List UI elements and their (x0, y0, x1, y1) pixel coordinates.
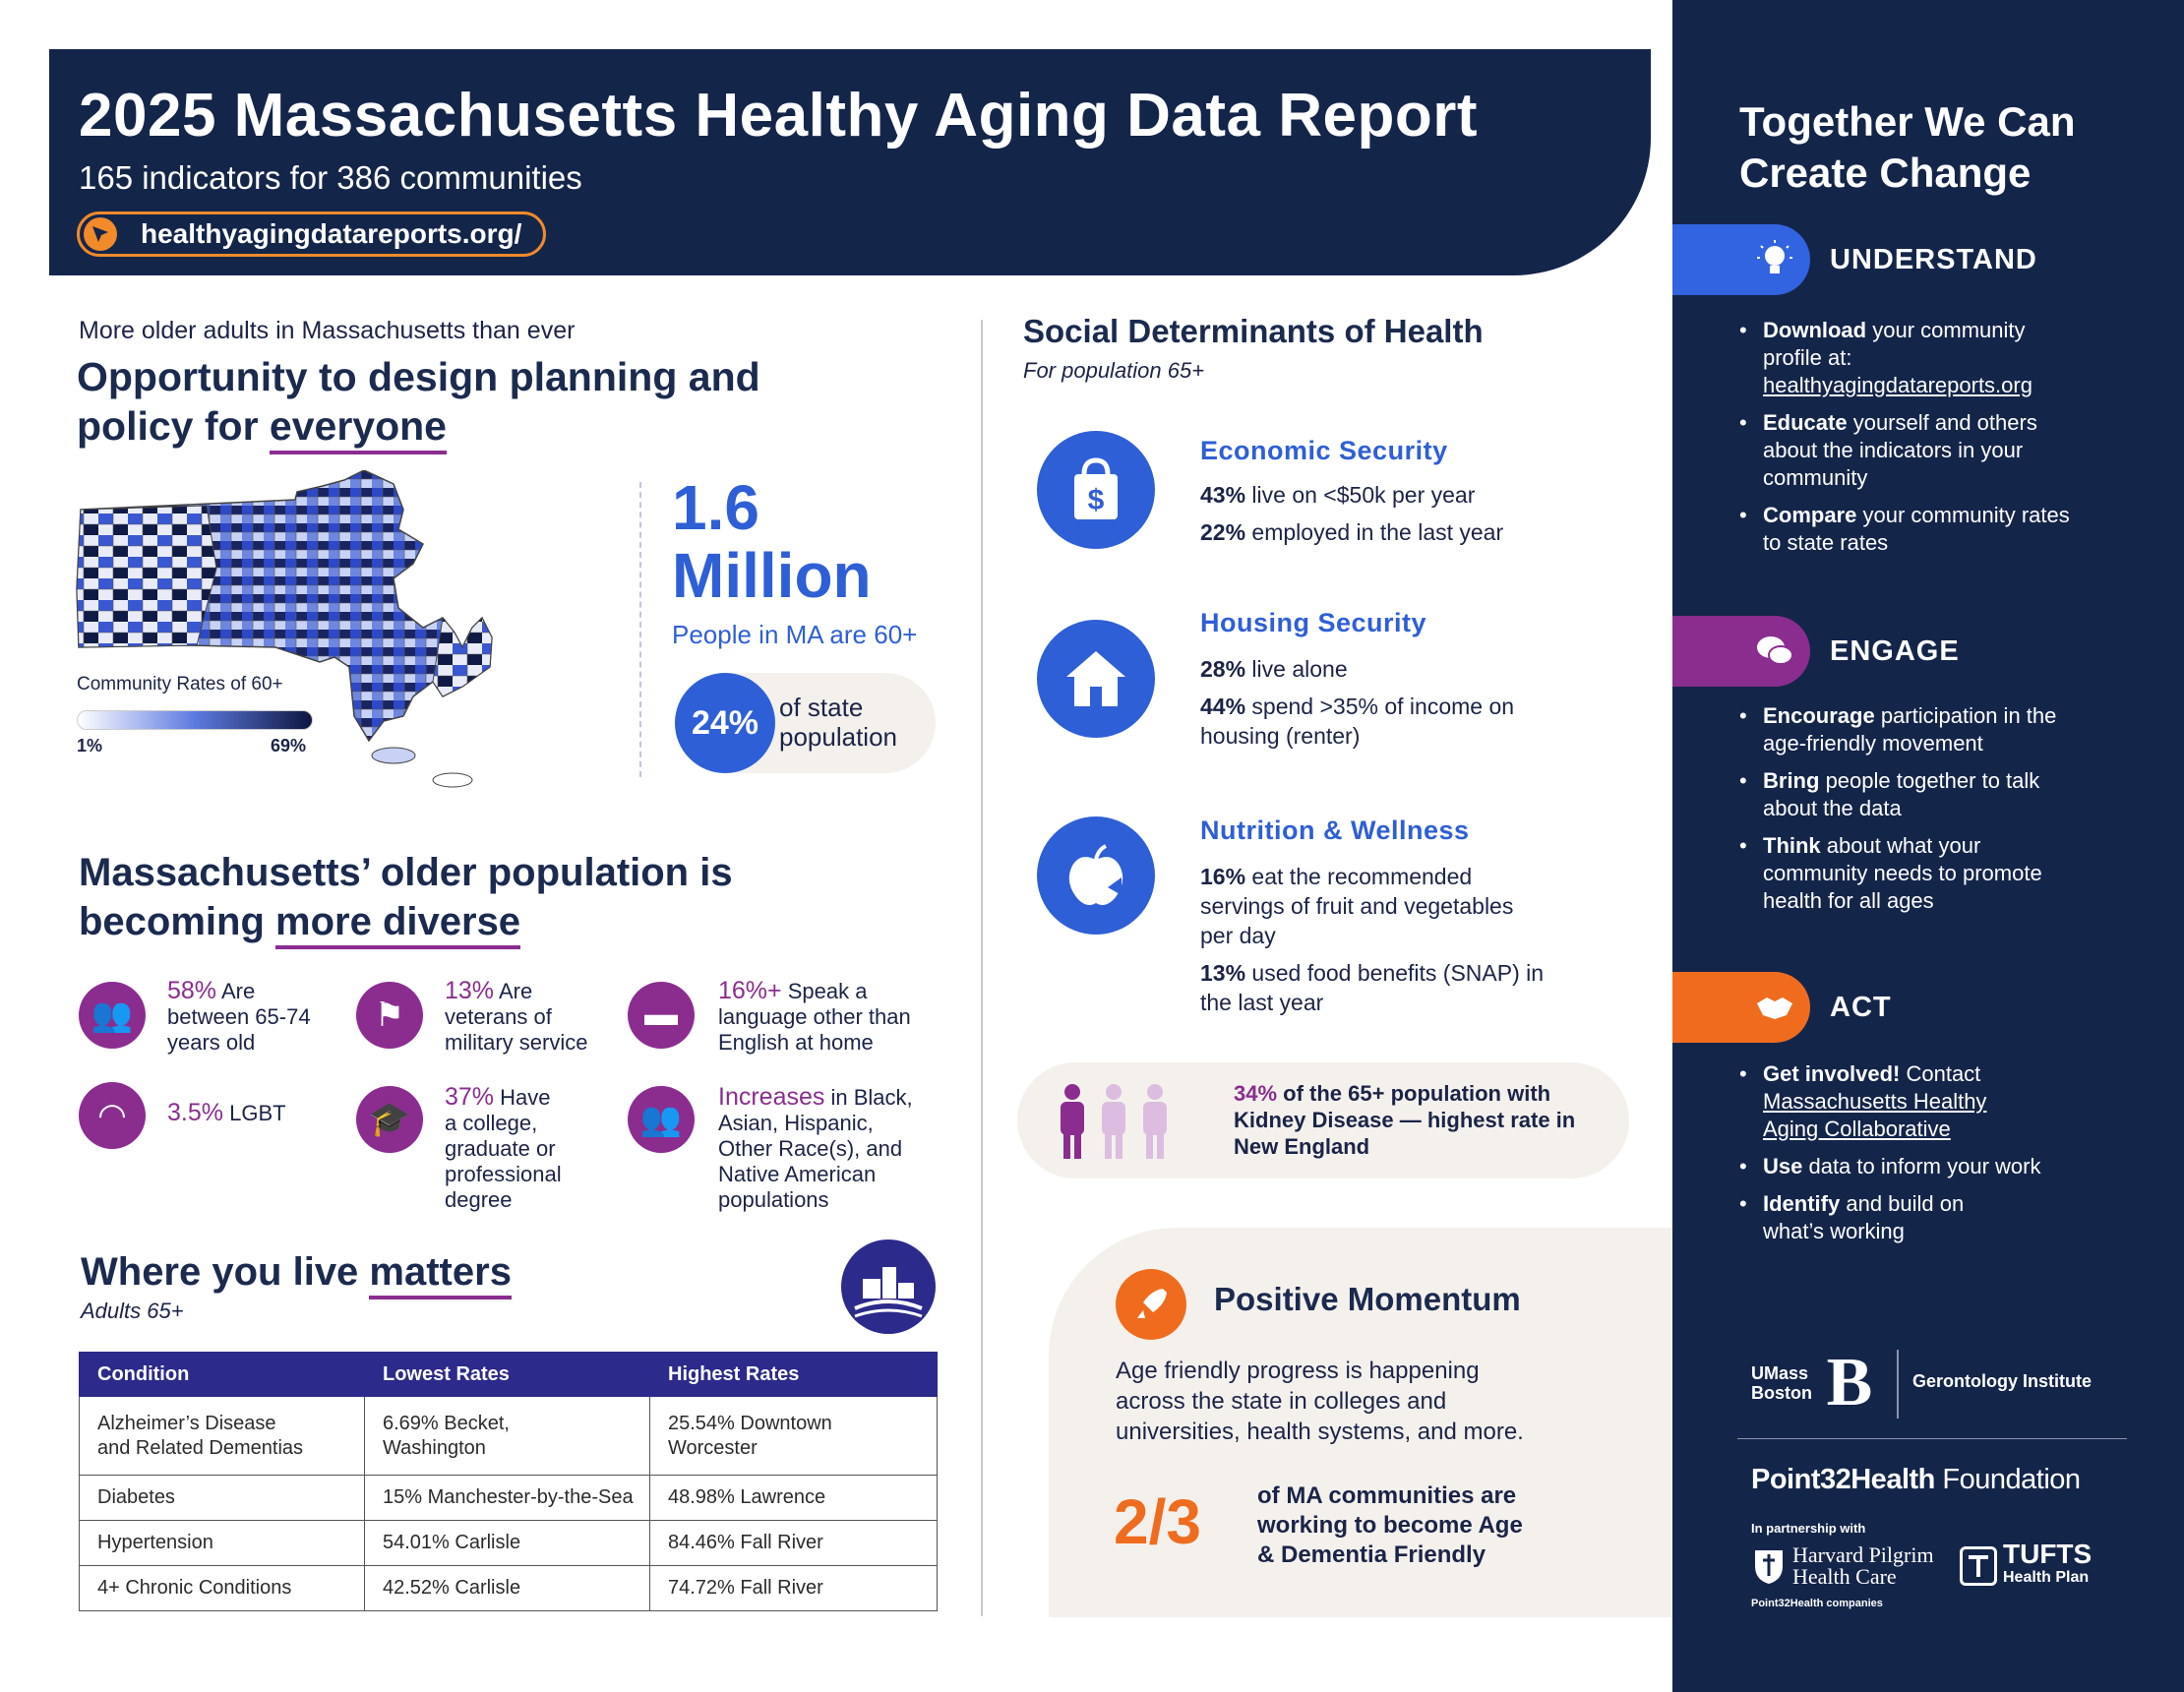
map-legend-min: 1% (77, 736, 103, 755)
where-headline-emphasis: matters (369, 1250, 512, 1299)
big-number-line1: 1.6 (672, 472, 759, 543)
sidebar-title (1739, 96, 2153, 199)
cell-text: 25.54% Downtown (668, 1412, 832, 1434)
stat-veterans-l2: veterans of (445, 1004, 552, 1029)
column-divider (981, 320, 983, 1616)
diversity-headline-line1: Massachusetts’ older population is (79, 851, 733, 894)
list-item (1739, 317, 2032, 399)
cell-text: 6.69% Becket, (383, 1412, 510, 1434)
collaborative-link[interactable]: Massachusetts Healthy (1763, 1089, 1987, 1114)
bullet-text: health for all ages (1763, 888, 1934, 913)
bullet-text: participation in the (1874, 703, 2057, 728)
table-header-row (80, 1353, 938, 1397)
stat-race-pct: Increases (718, 1083, 825, 1111)
table-row (80, 1476, 938, 1521)
diversity-headline-emphasis: more diverse (275, 900, 520, 949)
housing-security-stats (1200, 654, 1613, 751)
housing-stat2-cont: housing (renter) (1200, 723, 1361, 749)
table-cell: 15% Manchester-by-the-Sea (365, 1476, 650, 1521)
table-cell (365, 1397, 650, 1476)
stat-education-l2: a college, (445, 1111, 538, 1135)
list-item (1739, 832, 2042, 915)
umass-line1: UMass (1751, 1363, 1809, 1383)
page-subtitle: 165 indicators for 386 communities (79, 159, 582, 196)
gerontology-institute: Gerontology Institute (1912, 1371, 2092, 1391)
stat-age-pct: 58% (167, 977, 217, 1004)
intro-headline (77, 352, 760, 451)
stat-language-l1: Speak a (781, 979, 868, 1003)
tufts-logo (2003, 1541, 2092, 1588)
housing-stat2: spend >35% of income on (1245, 694, 1515, 719)
stat-lgbt (167, 1100, 286, 1126)
column-lowest: Lowest Rates (365, 1353, 650, 1397)
group-icon: 👥 (79, 982, 146, 1049)
stat-education-l1: Have (494, 1085, 551, 1110)
bullet-text: about what your (1820, 833, 1981, 858)
apple-icon (1037, 816, 1155, 935)
intro-kicker: More older adults in Massachusetts than ever (79, 317, 576, 344)
intro-headline-line1: Opportunity to design planning and (77, 354, 760, 399)
list-item (1739, 767, 2039, 822)
stat-lgbt-pct: 3.5% (167, 1099, 223, 1126)
tufts-line1: TUFTS (2003, 1539, 2093, 1569)
bullet-bold: Encourage (1763, 703, 1875, 728)
bullet-text: your community (1866, 318, 2026, 342)
understand-label: UNDERSTAND (1830, 244, 2037, 275)
tufts-line2: Health Plan (2003, 1569, 2090, 1586)
shopping-bag-icon (1037, 431, 1155, 549)
stat-language (718, 978, 911, 1056)
share-percentage: 24% (675, 673, 775, 773)
massachusetts-map (69, 470, 620, 805)
engage-tab (1672, 616, 1810, 687)
bullet-text: what’s working (1763, 1219, 1905, 1243)
sidebar-title-line2: Create Change (1739, 150, 2032, 196)
share-pill (675, 673, 936, 773)
economic-stat2-pct: 22% (1200, 519, 1246, 545)
share-label (779, 693, 897, 752)
momentum-fraction-text (1257, 1481, 1523, 1570)
handshake-icon (1753, 986, 1796, 1029)
where-headline (81, 1247, 512, 1297)
stat-age (167, 978, 311, 1056)
cell-text: Worcester (668, 1436, 758, 1459)
kidney-line2: Kidney Disease — highest rate in (1234, 1108, 1576, 1132)
economic-stat2: employed in the last year (1245, 519, 1504, 545)
where-headline-prefix: Where you live (81, 1250, 370, 1294)
umass-boston-logo (1751, 1363, 1812, 1403)
list-item (1739, 702, 2056, 757)
diversity-headline-prefix: becoming (79, 900, 276, 943)
people-icon: 👥 (628, 1086, 695, 1153)
list-item (1739, 1153, 2040, 1180)
nutrition-stat1-cont2: per day (1200, 923, 1276, 948)
table-cell: 54.01% Carlisle (365, 1521, 650, 1566)
table-cell (650, 1397, 938, 1476)
bullet-text: age-friendly movement (1763, 731, 1983, 755)
momentum-line3: universities, health systems, and more. (1116, 1419, 1524, 1445)
stat-race (718, 1084, 913, 1213)
speech-bubble-icon: ▬ (628, 982, 695, 1049)
stat-language-l3: English at home (718, 1030, 874, 1055)
point32-foundation-logo (1751, 1464, 2081, 1496)
list-item (1739, 1190, 1964, 1245)
conditions-table (79, 1352, 938, 1611)
stat-veterans-l1: Are (494, 979, 533, 1003)
nutrition-stat1-pct: 16% (1200, 864, 1246, 889)
stat-race-l1: in Black, (824, 1085, 913, 1110)
stat-lgbt-l1: LGBT (222, 1101, 286, 1125)
bullet-bold: Get involved! (1763, 1061, 1901, 1086)
momentum-title: Positive Momentum (1214, 1281, 1521, 1317)
stat-language-pct: 16%+ (718, 977, 782, 1004)
stat-age-l1: Are (216, 979, 256, 1003)
stat-education-l4: professional (445, 1162, 562, 1186)
sidebar (1672, 0, 2184, 1692)
logo-divider (1897, 1350, 1899, 1419)
table-cell: Diabetes (80, 1476, 365, 1521)
stat-veterans (445, 978, 587, 1056)
logo-separator (1737, 1438, 2127, 1439)
lightbulb-icon (1753, 238, 1796, 281)
economic-security-title: Economic Security (1200, 436, 1448, 465)
bullet-text: about the indicators in your (1763, 438, 2024, 462)
umass-line2: Boston (1751, 1383, 1812, 1403)
stat-age-l3: years old (167, 1030, 256, 1055)
column-highest: Highest Rates (650, 1353, 938, 1397)
nutrition-stat1-cont: servings of fruit and vegetables (1200, 893, 1514, 919)
housing-stat1: live alone (1245, 656, 1348, 682)
housing-stat1-pct: 28% (1200, 656, 1246, 682)
table-cell: 84.46% Fall River (650, 1521, 938, 1566)
house-icon (1037, 620, 1155, 738)
momentum-fraction-line3: & Dementia Friendly (1257, 1541, 1486, 1568)
cell-text: Washington (383, 1436, 486, 1459)
momentum-fraction: 2/3 (1114, 1486, 1201, 1557)
kidney-callout (1017, 1062, 1629, 1178)
rainbow-icon: ◠ (79, 1082, 146, 1149)
momentum-fraction-line2: working to become Age (1257, 1512, 1523, 1539)
share-label-line1: of state (779, 693, 864, 722)
chat-bubbles-icon (1753, 630, 1796, 673)
kidney-pct: 34% (1234, 1081, 1278, 1106)
bullet-bold: Use (1763, 1154, 1803, 1178)
kidney-text (1234, 1080, 1575, 1160)
bullet-text: to state rates (1763, 530, 1889, 555)
bullet-text: profile at: (1763, 345, 1852, 370)
bullet-bold: Download (1763, 318, 1867, 342)
stat-age-l2: between 65-74 (167, 1004, 311, 1029)
point32-bold: Point32Health (1751, 1464, 1935, 1495)
harvard-pilgrim-logo (1792, 1544, 1934, 1588)
table-row (80, 1397, 938, 1476)
nutrition-stat2-cont: the last year (1200, 990, 1324, 1015)
stat-veterans-pct: 13% (445, 977, 495, 1004)
table-cell: 42.52% Carlisle (365, 1566, 650, 1611)
stat-education-l5: degree (445, 1187, 513, 1212)
bullet-text: community needs to promote (1763, 861, 2042, 885)
town-icon (841, 1239, 936, 1334)
bullet-text: about the data (1763, 796, 1902, 820)
map-legend-title: Community Rates of 60+ (77, 674, 283, 695)
kidney-line3: New England (1234, 1134, 1370, 1159)
nutrition-stat1: eat the recommended (1245, 864, 1473, 889)
engage-label: ENGAGE (1830, 635, 1960, 667)
intro-headline-emphasis: everyone (270, 403, 447, 454)
bullet-text: and build on (1840, 1191, 1965, 1216)
stat-divider (639, 482, 641, 777)
bullet-text: yourself and others (1847, 410, 2037, 435)
collaborative-link-cont[interactable]: Aging Collaborative (1763, 1117, 1951, 1141)
stat-language-l2: language other than (718, 1004, 911, 1029)
kidney-line1: of the 65+ population with (1277, 1081, 1551, 1106)
nutrition-stat2: used food benefits (SNAP) in (1245, 960, 1545, 986)
momentum-fraction-line1: of MA communities are (1257, 1482, 1517, 1509)
stat-race-l2: Asian, Hispanic, (718, 1111, 874, 1135)
momentum-line2: across the state in colleges and (1116, 1388, 1447, 1415)
sdh-subtitle: For population 65+ (1023, 358, 1205, 383)
where-subtitle: Adults 65+ (81, 1299, 184, 1323)
stat-education (445, 1084, 562, 1213)
nutrition-wellness-title: Nutrition & Wellness (1200, 816, 1470, 845)
economic-stat1: live on <$50k per year (1245, 482, 1476, 508)
tufts-icon (1960, 1546, 1997, 1586)
intro-headline-prefix: policy for (77, 403, 270, 449)
stat-race-l4: Native American (718, 1162, 877, 1186)
stat-education-pct: 37% (445, 1083, 495, 1111)
bullet-bold: Educate (1763, 410, 1848, 435)
understand-tab (1672, 224, 1810, 295)
stat-race-l5: populations (718, 1187, 829, 1212)
nutrition-stat2-pct: 13% (1200, 960, 1246, 986)
list-item (1739, 502, 2070, 557)
rocket-icon (1116, 1269, 1186, 1340)
act-label: ACT (1830, 992, 1892, 1023)
nutrition-wellness-stats (1200, 862, 1613, 1017)
economic-security-stats (1200, 480, 1613, 547)
umass-b-logo: B (1826, 1345, 1873, 1420)
bullet-text: people together to talk (1819, 768, 2040, 793)
table-row (80, 1566, 938, 1611)
bullet-bold: Identify (1763, 1191, 1841, 1216)
map-legend-gradient (77, 710, 313, 730)
diversity-headline (79, 848, 733, 946)
stat-veterans-l3: military service (445, 1030, 588, 1055)
table-cell: 74.72% Fall River (650, 1566, 938, 1611)
stat-race-l3: Other Race(s), and (718, 1136, 903, 1161)
bullet-text: Contact (1900, 1061, 1981, 1086)
act-tab (1672, 972, 1810, 1043)
graduation-cap-icon: 🎓 (356, 1086, 423, 1153)
momentum-panel (1049, 1228, 1672, 1617)
harvard-pilgrim-line2: Health Care (1792, 1564, 1897, 1589)
flag-icon: ⚑ (356, 982, 423, 1049)
page-title: 2025 Massachusetts Healthy Aging Data Report (79, 82, 1479, 150)
column-condition: Condition (80, 1353, 365, 1397)
map-legend-max: 69% (271, 736, 307, 755)
people-figures-icon (1053, 1082, 1190, 1161)
cell-text: Alzheimer’s Disease (97, 1412, 276, 1434)
sdh-title: Social Determinants of Health (1023, 313, 1484, 349)
table-cell: 4+ Chronic Conditions (80, 1566, 365, 1611)
table-cell: 48.98% Lawrence (650, 1476, 938, 1521)
big-number-caption: People in MA are 60+ (672, 620, 918, 649)
big-number-line2: Million (672, 540, 872, 611)
bullet-bold: Think (1763, 833, 1821, 858)
bullet-text: your community rates (1856, 503, 2070, 527)
point32-rest: Foundation (1934, 1464, 2081, 1495)
momentum-line1: Age friendly progress is happening (1116, 1358, 1480, 1384)
stat-education-l3: graduate or (445, 1136, 556, 1161)
sidebar-title-line1: Together We Can (1739, 98, 2076, 145)
cursor-icon (84, 217, 117, 251)
report-header (49, 49, 1651, 275)
website-link[interactable] (77, 212, 546, 257)
partnership-label: In partnership with (1751, 1521, 1866, 1536)
harvard-pilgrim-shield-icon (1751, 1546, 1787, 1586)
point32-companies: Point32Health companies (1751, 1598, 1883, 1609)
list-item (1739, 409, 2037, 492)
table-row (80, 1521, 938, 1566)
harvard-pilgrim-line1: Harvard Pilgrim (1792, 1542, 1934, 1567)
list-item (1739, 1060, 1986, 1143)
bullet-bold: Compare (1763, 503, 1857, 527)
share-label-line2: population (779, 722, 897, 752)
bullet-text: community (1763, 465, 1868, 490)
housing-stat2-pct: 44% (1200, 694, 1246, 719)
cell-text: and Related Dementias (97, 1436, 304, 1459)
table-cell: Hypertension (80, 1521, 365, 1566)
bullet-text: data to inform your work (1802, 1154, 2041, 1178)
svg-text:$: $ (1087, 484, 1105, 516)
table-cell (80, 1397, 365, 1476)
website-link-text: healthyagingdatareports.org/ (141, 218, 522, 249)
profile-link[interactable]: healthyagingdatareports.org (1763, 373, 2032, 397)
economic-stat1-pct: 43% (1200, 482, 1246, 508)
housing-security-title: Housing Security (1200, 608, 1427, 637)
momentum-text (1116, 1356, 1524, 1447)
bullet-bold: Bring (1763, 768, 1820, 793)
